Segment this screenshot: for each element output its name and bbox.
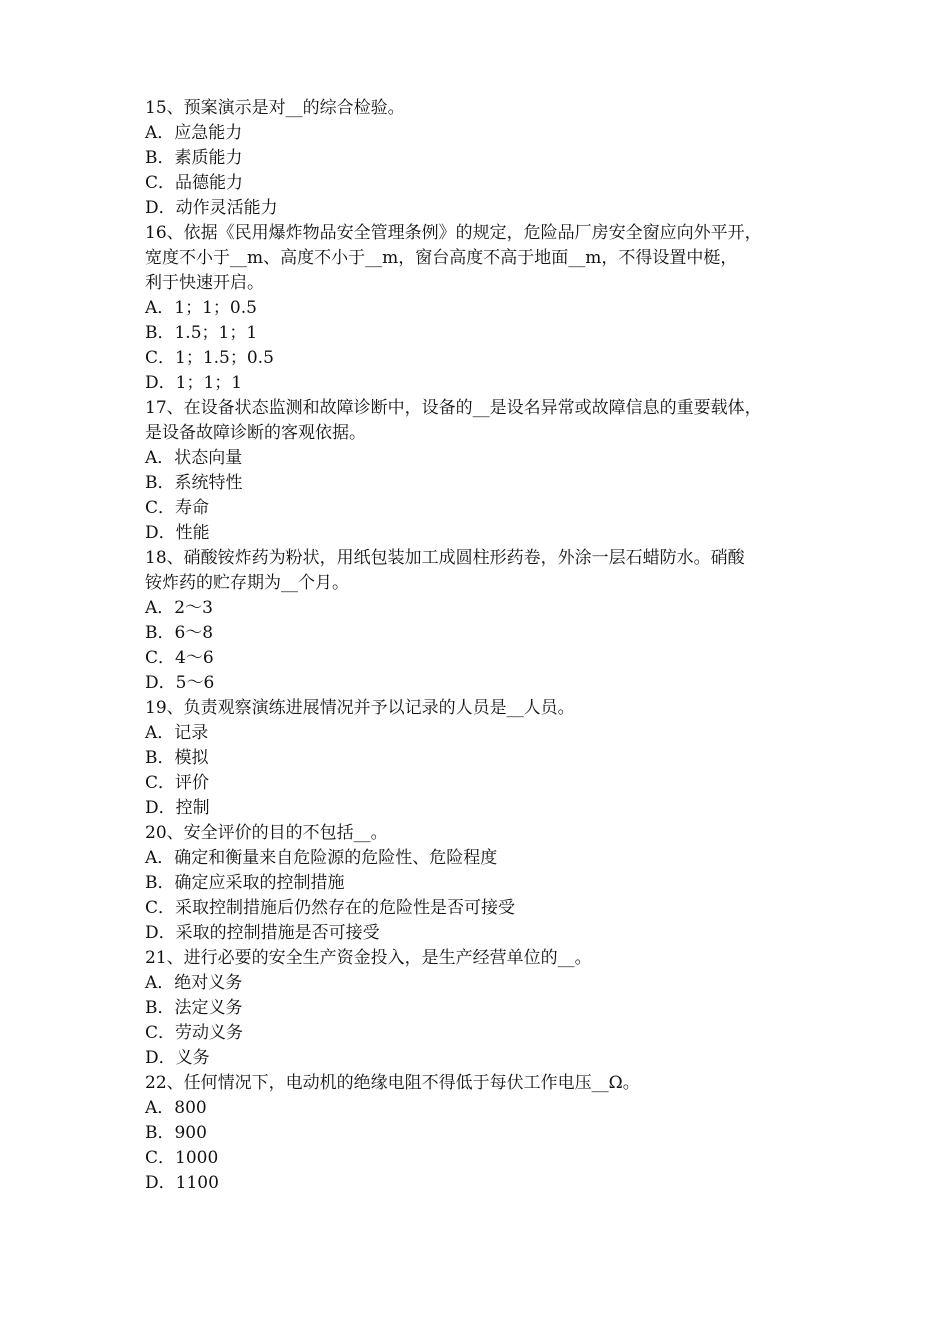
option-a: A．记录 (145, 723, 209, 743)
question-stem: 22、任何情况下，电动机的绝缘电阻不得低于每伏工作电压__Ω。 (145, 1073, 640, 1093)
option-c: C．评价 (145, 773, 210, 793)
option-c: C．采取控制措施后仍然存在的危险性是否可接受 (145, 898, 516, 918)
option-d: D．控制 (145, 798, 210, 818)
option-d: D．动作灵活能力 (145, 198, 278, 218)
option-d: D．1；1；1 (145, 373, 243, 393)
question-stem: 21、进行必要的安全生产资金投入，是生产经营单位的__。 (145, 948, 592, 968)
option-d: D．5～6 (145, 673, 215, 693)
option-b: B．1.5；1；1 (145, 323, 258, 343)
option-c: C．1；1.5；0.5 (145, 348, 274, 368)
question-stem: 16、依据《民用爆炸物品安全管理条例》的规定，危险品厂房安全窗应向外平开， (145, 223, 762, 243)
option-c: C．品德能力 (145, 173, 244, 193)
option-c: C．1000 (145, 1148, 219, 1168)
question-20 (145, 821, 825, 946)
option-d: D．义务 (145, 1048, 210, 1068)
question-stem: 宽度不小于__m、高度不小于__m，窗台高度不高于地面__m，不得设置中梃， (145, 248, 738, 268)
option-a: A．1；1；0.5 (145, 298, 257, 318)
option-c: C．劳动义务 (145, 1023, 244, 1043)
option-b: B．法定义务 (145, 998, 243, 1018)
question-18 (145, 546, 825, 696)
question-stem: 17、在设备状态监测和故障诊断中，设备的__是设名异常或故障信息的重要载体， (145, 398, 762, 418)
question-stem: 利于快速开启。 (145, 273, 264, 293)
question-stem: 20、安全评价的目的不包括__。 (145, 823, 388, 843)
option-b: B．900 (145, 1123, 207, 1143)
question-stem: 19、负责观察演练进展情况并予以记录的人员是__人员。 (145, 698, 575, 718)
option-a: A．状态向量 (145, 448, 243, 468)
question-stem: 铵炸药的贮存期为__个月。 (145, 573, 349, 593)
option-a: A．2～3 (145, 598, 213, 618)
question-22 (145, 1071, 825, 1196)
question-19 (145, 696, 825, 821)
option-b: B．素质能力 (145, 148, 243, 168)
question-stem: 15、预案演示是对__的综合检验。 (145, 98, 405, 118)
option-c: C．寿命 (145, 498, 210, 518)
question-list (145, 96, 825, 1196)
option-a: A．确定和衡量来自危险源的危险性、危险程度 (145, 848, 498, 868)
option-b: B．模拟 (145, 748, 209, 768)
option-c: C．4～6 (145, 648, 214, 668)
option-d: D．采取的控制措施是否可接受 (145, 923, 380, 943)
option-a: A．800 (145, 1098, 207, 1118)
question-stem: 是设备故障诊断的客观依据。 (145, 423, 366, 443)
question-21 (145, 946, 825, 1071)
option-b: B．6～8 (145, 623, 214, 643)
option-d: D．性能 (145, 523, 210, 543)
option-b: B．确定应采取的控制措施 (145, 873, 345, 893)
option-d: D．1100 (145, 1173, 219, 1193)
question-16 (145, 221, 825, 396)
option-b: B．系统特性 (145, 473, 243, 493)
option-a: A．应急能力 (145, 123, 243, 143)
question-15 (145, 96, 825, 221)
question-17 (145, 396, 825, 546)
question-stem: 18、硝酸铵炸药为粉状，用纸包装加工成圆柱形药卷，外涂一层石蜡防水。硝酸 (145, 548, 745, 568)
option-a: A．绝对义务 (145, 973, 243, 993)
